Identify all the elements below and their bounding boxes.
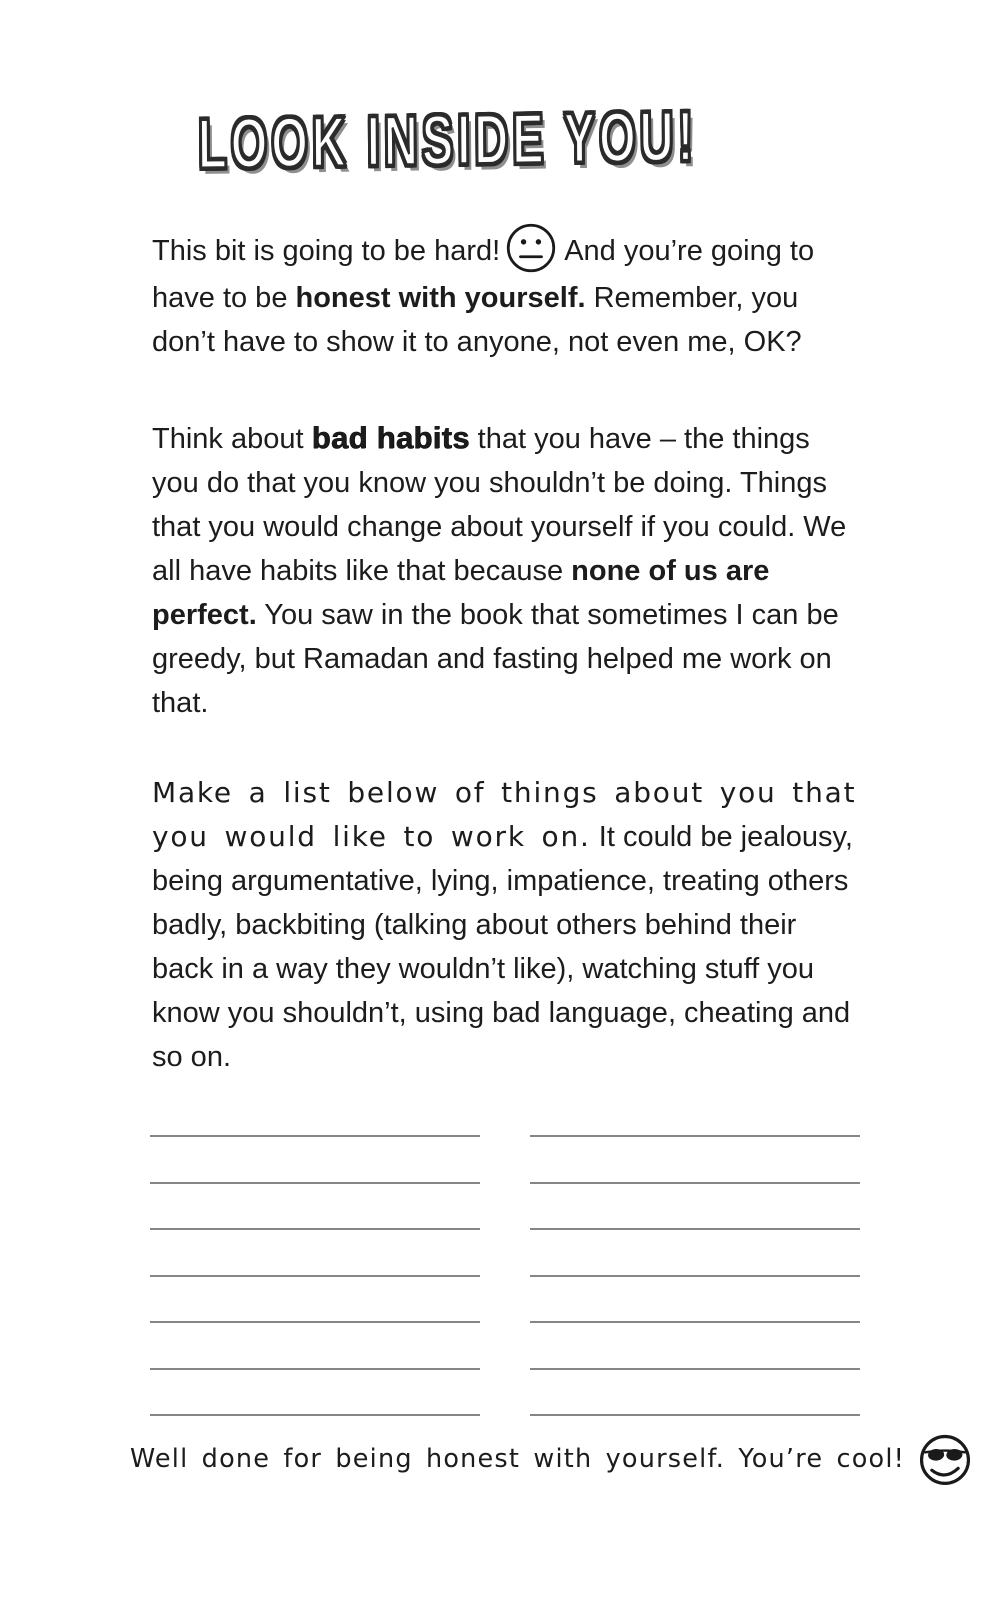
writing-line [150,1279,480,1323]
cool-sunglasses-face-icon [915,1429,975,1489]
habits-text-2: that you have – the things you do that you know you shouldn’t be doing. Things that you would change about yourself if you could. We all have habits like that because [152,423,847,587]
worksheet-page [0,95,1000,1598]
writing-line [150,1372,480,1416]
intro-text-2: And you’re going to have to be [152,235,815,314]
footer-note [130,1429,906,1489]
writing-line [530,1326,860,1370]
writing-line [150,1186,480,1230]
habits-paragraph [152,416,860,725]
intro-text-3: Remember, you don’t have to show it to anyone, not even me, OK? [152,282,802,358]
lines-column [150,1093,480,1419]
habits-bold-perfect: none of us are perfect. [152,555,770,631]
writing-line [150,1093,480,1137]
writing-line [530,1093,860,1137]
footer-text: Well done for being honest with yourself. You’re cool! [130,1443,906,1474]
habits-text-3: You saw in the book that sometimes I can be greedy, but Ramadan and fasting helped me work on that. [152,599,839,719]
writing-line [530,1372,860,1416]
neutral-face-icon [503,220,559,276]
page-title [197,95,860,190]
intro-bold-text: honest with yourself. [295,282,586,314]
intro-paragraph [152,220,860,364]
writing-line [150,1326,480,1370]
habits-text-1: Think about [152,423,312,455]
writing-line [530,1233,860,1277]
intro-text-1: This bit is going to be hard! [152,235,501,267]
writing-line [530,1279,860,1323]
instructions-regular-text: It could be jealousy, being argumentative, lying, impatience, treating others badly, backbiting (talking about others behind their back in a way they wouldn’t like), watching stuff you know you shouldn’t, using bad language, cheating and so on. [152,821,853,1073]
instructions-handwritten-text: Make a list below of things about you that you would like to work on. [152,776,857,853]
writing-line [530,1186,860,1230]
list-instructions-paragraph [152,771,860,1079]
writing-line [150,1233,480,1277]
writing-line [150,1140,480,1184]
writing-line [530,1140,860,1184]
page-title-text: LOOK INSIDE YOU! [197,95,698,183]
habits-bold-bad-habits: bad habits [311,420,470,455]
writing-lines-area [150,1093,860,1419]
lines-column [530,1093,860,1419]
